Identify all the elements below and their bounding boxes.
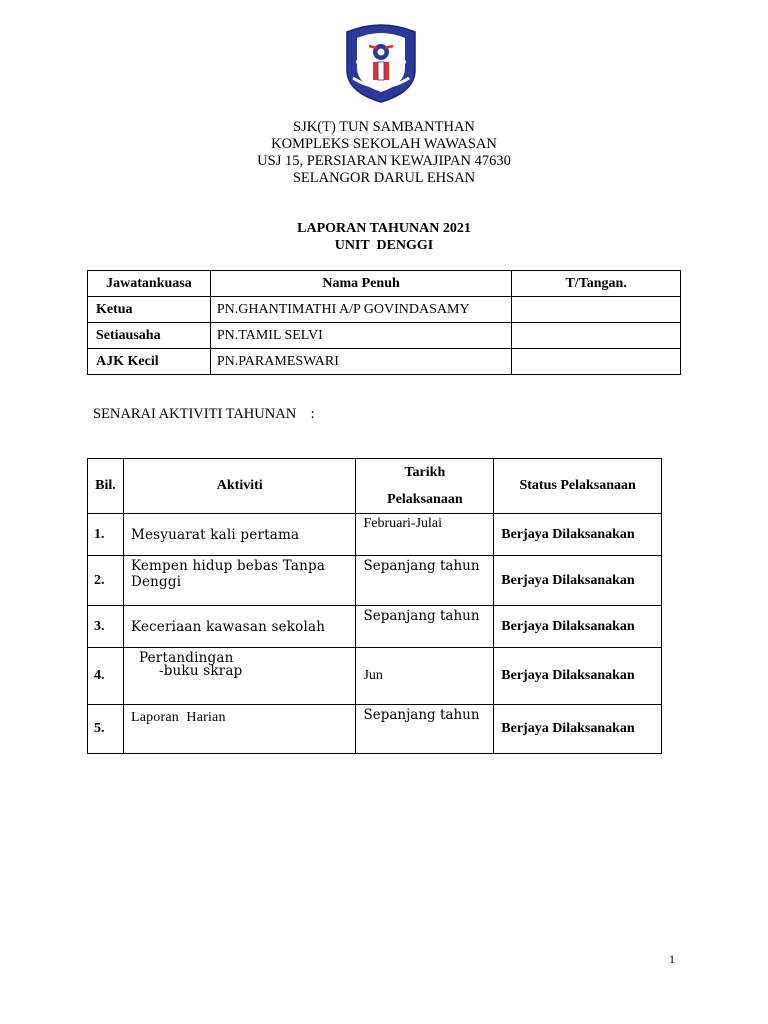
activity-status: Berjaya Dilaksanakan	[494, 705, 662, 754]
activity-line: Pertandingan	[138, 650, 234, 666]
row-number: 4.	[88, 648, 124, 705]
table-row	[88, 514, 662, 556]
activity-date: Sepanjang tahun	[356, 705, 494, 754]
column-header: Status Pelaksanaan	[494, 459, 662, 514]
table-row	[88, 297, 681, 323]
table-row	[88, 606, 662, 648]
row-number: 5.	[88, 705, 124, 754]
column-header: Jawatankuasa	[88, 271, 211, 297]
activity-name	[123, 514, 356, 556]
report-title-block	[0, 220, 768, 254]
activity-status: Berjaya Dilaksanakan	[494, 606, 662, 648]
activity-line: Keceriaan kawasan sekolah	[130, 618, 326, 635]
table-row	[88, 323, 681, 349]
column-header-line: Pelaksanaan	[387, 492, 463, 507]
column-header: Nama Penuh	[210, 271, 511, 297]
report-title: LAPORAN TAHUNAN 2021	[297, 221, 471, 236]
table-header-row	[88, 459, 662, 514]
activity-date: Februari-Julai	[356, 514, 494, 556]
signature-cell	[512, 323, 681, 349]
activity-date: Sepanjang tahun	[356, 556, 494, 606]
activity-line: -buku skrap	[158, 663, 243, 679]
committee-role: Ketua	[88, 297, 211, 323]
activity-name	[123, 705, 356, 754]
committee-table	[87, 270, 681, 375]
signature-cell	[512, 349, 681, 375]
row-number: 3.	[88, 606, 124, 648]
report-unit: UNIT DENGGI	[334, 238, 434, 253]
column-header: Bil.	[88, 459, 124, 514]
activity-status: Berjaya Dilaksanakan	[494, 514, 662, 556]
activity-date: Jun	[356, 648, 494, 705]
row-number: 1.	[88, 514, 124, 556]
committee-name: PN.TAMIL SELVI	[210, 323, 511, 349]
column-header: T/Tangan.	[512, 271, 681, 297]
activity-name	[123, 648, 356, 705]
school-crest-icon	[343, 22, 419, 104]
activity-line: Kempen hidup bebas Tanpa	[130, 558, 326, 574]
activity-status: Berjaya Dilaksanakan	[494, 648, 662, 705]
school-street: USJ 15, PERSIARAN KEWAJIPAN 47630	[257, 153, 511, 169]
committee-role: Setiausaha	[88, 323, 211, 349]
school-name: SJK(T) TUN SAMBANTHAN	[293, 119, 475, 135]
school-complex: KOMPLEKS SEKOLAH WAWASAN	[271, 136, 497, 152]
committee-role: AJK Kecil	[88, 349, 211, 375]
column-header-line: Tarikh	[404, 465, 446, 480]
row-number: 2.	[88, 556, 124, 606]
table-row	[88, 349, 681, 375]
table-row	[88, 556, 662, 606]
activities-table	[87, 458, 662, 754]
school-address-header	[0, 119, 768, 187]
activity-line: Mesyuarat kali pertama	[130, 526, 300, 543]
committee-name: PN.GHANTIMATHI A/P GOVINDASAMY	[210, 297, 511, 323]
activity-name	[123, 606, 356, 648]
activity-date: Sepanjang tahun	[356, 606, 494, 648]
column-header: Aktiviti	[123, 459, 356, 514]
column-header	[356, 459, 494, 514]
activity-line: Laporan Harian	[130, 710, 226, 725]
activity-name	[123, 556, 356, 606]
committee-name: PN.PARAMESWARI	[210, 349, 511, 375]
activity-status: Berjaya Dilaksanakan	[494, 556, 662, 606]
signature-cell	[512, 297, 681, 323]
page-number: 1	[669, 952, 675, 966]
table-row	[88, 648, 662, 705]
school-state: SELANGOR DARUL EHSAN	[292, 170, 476, 186]
activity-list-label: SENARAI AKTIVITI TAHUNAN :	[93, 406, 315, 422]
activity-line: Denggi	[130, 574, 182, 590]
table-row	[88, 705, 662, 754]
table-header-row	[88, 271, 681, 297]
